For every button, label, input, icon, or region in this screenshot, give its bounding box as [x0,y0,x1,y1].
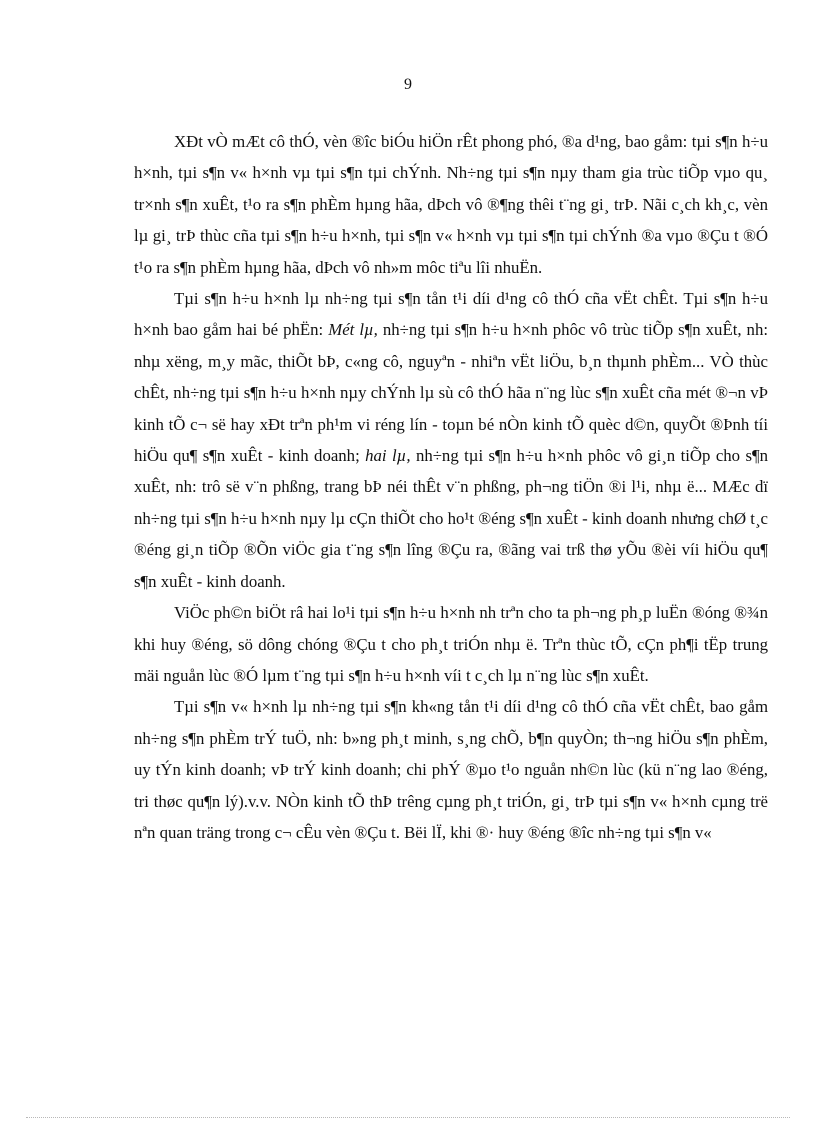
paragraph-text: ViÖc ph©n biÖt râ hai lo¹i tµi s¶n h÷u h×nh nh trªn cho ta ph¬ng ph¸p luËn ®óng ®¾n khi huy ®éng, sö dông chóng ®Çu t cho ph¸t triÓn nhµ ë. Trªn thùc tÕ, cÇn ph¶i tËp trung mäi nguån lùc ®Ó lµm t¨ng tµi s¶n h÷u h×nh víi t c¸ch lµ n¨ng lùc s¶n xuÊt. [134,603,768,685]
paragraph-text: Tµi s¶n v« h×nh lµ nh÷ng tµi s¶n kh«ng tån t¹i díi d¹ng cô thÓ cña vËt chÊt, bao gåm nh÷ng s¶n phÈm trÝ tuÖ, nh: b»ng ph¸t minh, s¸ng chÕ, b¶n quyÒn; th¬ng hiÖu s¶n phÈm, uy tÝn kinh doanh; vÞ trÝ kinh doanh; chi phÝ ®µo t¹o nguån nh©n lùc (kü n¨ng lao ®éng, tri thøc qu¶n lý).v.v. NÒn kinh tÕ thÞ trêng cµng ph¸t triÓn, gi¸ trÞ tµi s¶n v« h×nh cµng trë nªn quan träng trong c¬ cÊu vèn ®Çu t. Bëi lÏ, khi ®· huy ®éng ®îc nh÷ng tµi s¶n v« [134,697,768,842]
page-bottom-divider [26,1117,790,1118]
body-text [134,126,768,848]
italic-phrase: hai lµ, [365,446,411,466]
paragraph-distinction [134,597,768,691]
paragraph-text: XÐt vÒ mÆt cô thÓ, vèn ®îc biÓu hiÖn rÊt phong phó, ®a d¹ng, bao gåm: tµi s¶n h÷u h×nh, tµi s¶n v« h×nh vµ tµi s¶n tµi chÝnh. Nh÷ng tµi s¶n nµy tham gia trùc tiÕp vµo qu¸ tr×nh s¶n xuÊt, t¹o ra s¶n phÈm hµng hãa, dÞch vô ®¶ng thêi t¨ng gi¸ trÞ. Nãi c¸ch kh¸c, vèn lµ gi¸ trÞ thùc cña tµi s¶n h÷u h×nh, tµi s¶n v« h×nh vµ tµi s¶n tµi chÝnh ®a vµo ®Çu t ®Ó t¹o ra s¶n phÈm hµng hãa, dÞch vô nh»m môc tiªu lîi nhuËn. [134,132,768,277]
italic-phrase: Mét lµ, [328,320,378,340]
page-number: 9 [404,76,412,93]
paragraph-text: nh÷ng tµi s¶n h÷u h×nh phôc vô trùc tiÕp s¶n xuÊt, nh: nhµ xëng, m¸y mãc, thiÕt bÞ, c«ng cô, nguyªn - nhiªn vËt liÖu, b¸n thµnh phÈm... VÒ thùc chÊt, nh÷ng tµi s¶n h÷u h×nh nµy chÝnh lµ sù cô thÓ hãa n¨ng lùc s¶n xuÊt cña mét ®¬n vÞ kinh tÕ c¬ së hay xÐt trªn ph¹m vi réng lín - toµn bé nÒn kinh tÕ quèc d©n, quyÕt ®Þnh tíi hiÖu qu¶ s¶n xuÊt - kinh doanh; [134,320,769,466]
paragraph-text: nh÷ng tµi s¶n h÷u h×nh phôc vô gi¸n tiÕp cho s¶n xuÊt, nh: trô së v¨n phßng, trang bÞ néi thÊt v¨n phßng, ph¬ng tiÖn ®i l¹i, nhµ ë... MÆc dï nh÷ng tµi s¶n h÷u h×nh nµy lµ cÇn thiÕt cho ho¹t ®éng s¶n xuÊt - kinh doanh nhưng chØ t¸c ®éng gi¸n tiÕp ®Õn viÖc gia t¨ng s¶n lîng ®Çu ra, ®ãng vai trß thø yÕu ®èi víi hiÖu qu¶ s¶n xuÊt - kinh doanh. [134,446,768,591]
paragraph-intangible-assets [134,691,768,848]
paragraph-capital-forms [134,126,768,283]
paragraph-tangible-assets [134,283,768,597]
paragraph-text: Tµi s¶n h÷u h×nh lµ nh÷ng tµi s¶n tån t¹i díi d¹ng cô thÓ cña vËt chÊt. Tµi s¶n h÷u h×nh bao gåm hai bé phËn: [134,289,768,340]
